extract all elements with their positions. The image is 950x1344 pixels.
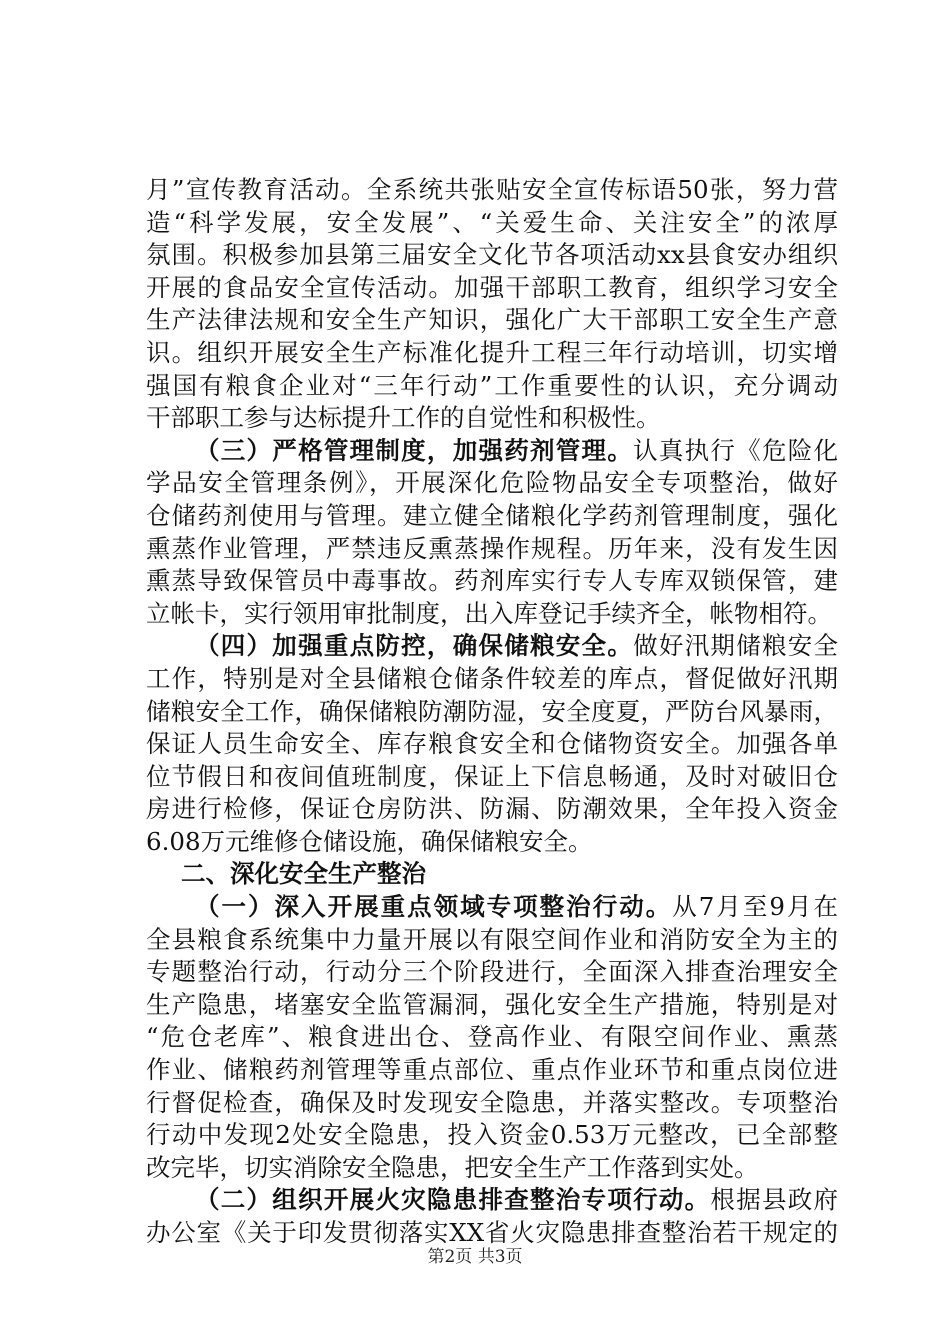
text-line: 熏蒸作业管理，严禁违反熏蒸操作规程。历年来，没有发生因 xyxy=(146,533,838,563)
paragraph-start-line xyxy=(146,630,838,663)
text-line: 学品安全管理条例》，开展深化危险物品安全专项整治，做好 xyxy=(146,468,838,498)
text-line: “危仓老库”、粮食进出仓、登高作业、有限空间作业、熏蒸 xyxy=(146,1022,838,1052)
text-line: 氛围。积极参加县第三届安全文化节各项活动xx县食安办组织 xyxy=(146,240,838,270)
paragraph-start-line xyxy=(146,1184,838,1217)
text-line: 行督促检查，确保及时发现安全隐患，并落实整改。专项整治 xyxy=(146,1087,838,1117)
text-line: 开展的食品安全宣传活动。加强干部职工教育，组织学习安全 xyxy=(146,272,838,302)
text-line: 识。组织开展安全生产标准化提升工程三年行动培训，切实增 xyxy=(146,337,838,367)
text-line: 6.08万元维修仓储设施，确保储粮安全。 xyxy=(146,826,593,856)
text-line: 熏蒸导致保管员中毒事故。药剂库实行专人专库双锁保管，建 xyxy=(146,566,838,596)
paragraph-start-line xyxy=(146,891,838,924)
text-line: 工作，特别是对全县储粮仓储条件较差的库点，督促做好汛期 xyxy=(146,663,838,693)
text-line: 办公室《关于印发贯彻落实XX省火灾隐患排查整治若干规定的 xyxy=(146,1218,838,1247)
text-line: 储粮安全工作，确保储粮防潮防湿，安全度夏，严防台风暴雨， xyxy=(146,696,838,726)
paragraph-text: 从7月至9月在 xyxy=(672,892,838,922)
text-line: 专题整治行动，行动分三个阶段进行，全面深入排查治理安全 xyxy=(146,957,838,987)
section-heading: 二、深化安全生产整治 xyxy=(181,859,426,889)
text-line: 位节假日和夜间值班制度，保证上下信息畅通，及时对破旧仓 xyxy=(146,761,838,791)
paragraph-text: 根据县政府 xyxy=(710,1185,838,1215)
text-line: 立帐卡，实行领用审批制度，出入库登记手续齐全，帐物相符。 xyxy=(146,598,832,628)
text-line: 作业、储粮药剂管理等重点部位、重点作业环节和重点岗位进 xyxy=(146,1055,838,1085)
text-line: 仓储药剂使用与管理。建立健全储粮化学药剂管理制度，强化 xyxy=(146,500,838,530)
text-line: 月”宣传教育活动。全系统共张贴安全宣传标语50张，努力营 xyxy=(146,175,838,204)
text-line: 干部职工参与达标提升工作的自觉性和积极性。 xyxy=(146,403,661,433)
text-line: 造“科学发展，安全发展”、“关爱生命、关注安全”的浓厚 xyxy=(146,207,838,237)
text-line: 行动中发现2处安全隐患，投入资金0.53万元整改，已全部整 xyxy=(146,1120,838,1150)
text-line: 强国有粮食企业对“三年行动”工作重要性的认识，充分调动 xyxy=(146,370,838,400)
document-body xyxy=(146,174,838,1250)
paragraph-start-line xyxy=(146,435,838,468)
text-line: 生产隐患，堵塞安全监管漏洞，强化安全生产措施，特别是对 xyxy=(146,989,838,1019)
text-line: 房进行检修，保证仓房防洪、防漏、防潮效果，全年投入资金 xyxy=(146,794,838,824)
text-line: 生产法律法规和安全生产知识，强化广大干部职工安全生产意 xyxy=(146,305,838,335)
section-heading-inline: （四）加强重点防控，确保储粮安全。 xyxy=(195,631,634,661)
text-line: 保证人员生命安全、库存粮食安全和仓储物资安全。加强各单 xyxy=(146,729,838,759)
text-line: 改完毕，切实消除安全隐患，把安全生产工作落到实处。 xyxy=(146,1152,759,1182)
paragraph-text: 做好汛期储粮安全 xyxy=(633,631,838,661)
section-heading-inline: （三）严格管理制度，加强药剂管理。 xyxy=(195,435,634,465)
text-line: 全县粮食系统集中力量开展以有限空间作业和消防安全为主的 xyxy=(146,924,838,954)
section-heading-inline: （二）组织开展火灾隐患排查整治专项行动。 xyxy=(195,1185,711,1215)
section-heading-inline: （一）深入开展重点领域专项整治行动。 xyxy=(195,892,673,922)
page-footer: 第2页 共3页 xyxy=(427,1247,523,1267)
paragraph-text: 认真执行《危险化 xyxy=(633,435,838,465)
